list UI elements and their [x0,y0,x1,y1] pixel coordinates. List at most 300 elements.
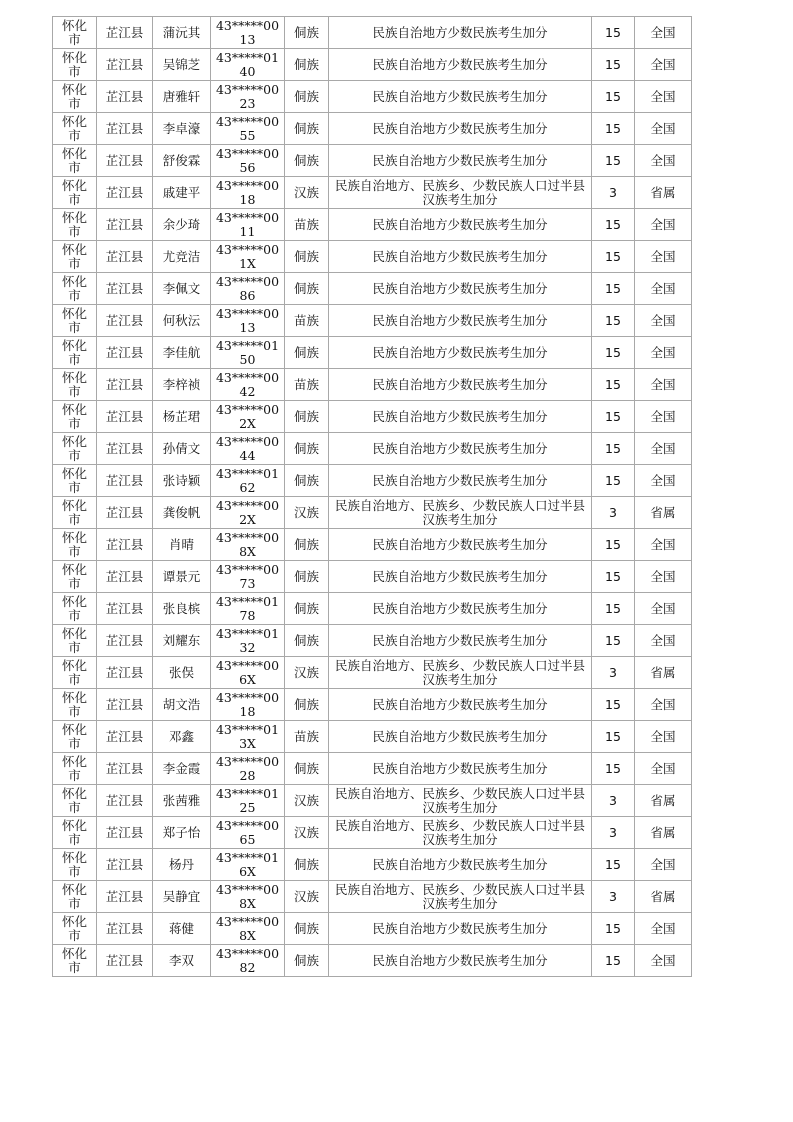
bonus-points-cell: 15 [592,49,635,81]
city-cell [53,593,97,625]
bonus-policy-cell [329,209,592,241]
applicable-scope-cell: 省属 [635,657,692,689]
table-row [53,433,692,465]
applicable-scope-cell: 全国 [635,209,692,241]
candidate-name-cell: 李佩文 [153,273,211,305]
id-number-cell-text: 43*****0011 [215,209,280,239]
ethnicity-cell: 侗族 [285,465,329,497]
candidate-name-cell: 尤竞洁 [153,241,211,273]
id-number-cell-text: 43*****0055 [215,113,280,143]
bonus-policy-cell-text: 民族自治地方少数民族考生加分 [372,536,548,552]
city-cell-text: 怀化市 [61,625,87,655]
table-row [53,945,692,977]
bonus-points-cell: 15 [592,689,635,721]
ethnicity-cell: 侗族 [285,689,329,721]
bonus-points-cell: 15 [592,401,635,433]
candidate-name-cell: 戚建平 [153,177,211,209]
candidate-name-cell: 余少琦 [153,209,211,241]
id-number-cell-text: 43*****0013 [215,17,280,47]
bonus-points-cell: 15 [592,593,635,625]
id-number-cell-text: 43*****0013 [215,305,280,335]
city-cell-text: 怀化市 [61,465,87,495]
id-number-cell [211,305,285,337]
county-cell: 芷江县 [97,529,153,561]
id-number-cell [211,145,285,177]
bonus-points-cell: 15 [592,753,635,785]
bonus-points-cell: 15 [592,369,635,401]
bonus-points-table [52,16,692,977]
bonus-policy-cell [329,753,592,785]
candidate-name-cell: 张诗颖 [153,465,211,497]
ethnicity-cell: 苗族 [285,721,329,753]
bonus-policy-cell [329,81,592,113]
county-cell: 芷江县 [97,881,153,913]
applicable-scope-cell: 省属 [635,785,692,817]
applicable-scope-cell: 全国 [635,945,692,977]
bonus-policy-cell [329,401,592,433]
city-cell-text: 怀化市 [61,49,87,79]
bonus-policy-cell [329,881,592,913]
table-row [53,561,692,593]
county-cell: 芷江县 [97,209,153,241]
bonus-points-cell: 15 [592,433,635,465]
county-cell: 芷江县 [97,113,153,145]
applicable-scope-cell: 全国 [635,689,692,721]
applicable-scope-cell: 全国 [635,913,692,945]
applicable-scope-cell: 全国 [635,433,692,465]
applicable-scope-cell: 全国 [635,753,692,785]
bonus-policy-cell-text: 民族自治地方少数民族考生加分 [372,216,548,232]
city-cell [53,657,97,689]
table-row [53,49,692,81]
ethnicity-cell: 汉族 [285,817,329,849]
candidate-name-cell: 唐雅轩 [153,81,211,113]
city-cell-text: 怀化市 [61,369,87,399]
candidate-name-cell: 何秋沄 [153,305,211,337]
id-number-cell-text: 43*****002X [215,497,280,527]
county-cell: 芷江县 [97,753,153,785]
id-number-cell [211,465,285,497]
city-cell [53,145,97,177]
table-row [53,785,692,817]
id-number-cell-text: 43*****0056 [215,145,280,175]
id-number-cell-text: 43*****0028 [215,753,280,783]
county-cell: 芷江县 [97,433,153,465]
city-cell-text: 怀化市 [61,145,87,175]
bonus-points-cell: 15 [592,273,635,305]
bonus-policy-cell-text: 民族自治地方少数民族考生加分 [372,344,548,360]
bonus-policy-cell [329,113,592,145]
id-number-cell [211,881,285,913]
id-number-cell-text: 43*****0018 [215,177,280,207]
applicable-scope-cell: 全国 [635,625,692,657]
ethnicity-cell: 侗族 [285,337,329,369]
id-number-cell [211,593,285,625]
table-row [53,721,692,753]
id-number-cell [211,497,285,529]
bonus-policy-cell-text: 民族自治地方少数民族考生加分 [372,632,548,648]
table-row [53,849,692,881]
bonus-points-cell: 3 [592,177,635,209]
candidate-name-cell: 郑子怡 [153,817,211,849]
bonus-policy-cell-text: 民族自治地方、民族乡、少数民族人口过半县汉族考生加分 [334,657,585,687]
id-number-cell [211,913,285,945]
table-row [53,401,692,433]
city-cell-text: 怀化市 [61,817,87,847]
id-number-cell [211,273,285,305]
id-number-cell-text: 43*****001X [215,241,280,271]
bonus-points-cell: 15 [592,17,635,49]
id-number-cell [211,401,285,433]
bonus-policy-cell-text: 民族自治地方、民族乡、少数民族人口过半县汉族考生加分 [334,881,585,911]
bonus-policy-cell-text: 民族自治地方少数民族考生加分 [372,600,548,616]
bonus-policy-cell-text: 民族自治地方少数民族考生加分 [372,312,548,328]
bonus-policy-cell [329,17,592,49]
city-cell-text: 怀化市 [61,81,87,111]
bonus-policy-cell [329,561,592,593]
applicable-scope-cell: 全国 [635,305,692,337]
id-number-cell [211,561,285,593]
bonus-policy-cell-text: 民族自治地方少数民族考生加分 [372,120,548,136]
county-cell: 芷江县 [97,849,153,881]
bonus-policy-cell [329,433,592,465]
bonus-policy-cell [329,785,592,817]
county-cell: 芷江县 [97,625,153,657]
ethnicity-cell: 侗族 [285,913,329,945]
county-cell: 芷江县 [97,465,153,497]
county-cell: 芷江县 [97,401,153,433]
table-row [53,913,692,945]
applicable-scope-cell: 全国 [635,369,692,401]
table-row [53,881,692,913]
ethnicity-cell: 汉族 [285,177,329,209]
county-cell: 芷江县 [97,785,153,817]
bonus-points-cell: 15 [592,465,635,497]
table-row [53,529,692,561]
table-row [53,657,692,689]
bonus-policy-cell [329,497,592,529]
bonus-policy-cell [329,465,592,497]
ethnicity-cell: 侗族 [285,113,329,145]
bonus-points-cell: 15 [592,913,635,945]
id-number-cell-text: 43*****006X [215,657,280,687]
ethnicity-cell: 侗族 [285,81,329,113]
bonus-points-cell: 15 [592,337,635,369]
ethnicity-cell: 侗族 [285,49,329,81]
ethnicity-cell: 侗族 [285,593,329,625]
bonus-points-cell: 15 [592,561,635,593]
bonus-points-cell: 3 [592,657,635,689]
city-cell-text: 怀化市 [61,273,87,303]
city-cell-text: 怀化市 [61,849,87,879]
id-number-cell-text: 43*****0042 [215,369,280,399]
city-cell-text: 怀化市 [61,881,87,911]
id-number-cell-text: 43*****0125 [215,785,280,815]
bonus-policy-cell [329,305,592,337]
county-cell: 芷江县 [97,49,153,81]
candidate-name-cell: 孙倩文 [153,433,211,465]
bonus-policy-cell-text: 民族自治地方少数民族考生加分 [372,760,548,776]
id-number-cell-text: 43*****0065 [215,817,280,847]
bonus-policy-cell [329,913,592,945]
county-cell: 芷江县 [97,369,153,401]
bonus-policy-cell [329,689,592,721]
bonus-points-cell: 15 [592,145,635,177]
candidate-name-cell: 舒俊霖 [153,145,211,177]
table-row [53,241,692,273]
applicable-scope-cell: 省属 [635,817,692,849]
applicable-scope-cell: 全国 [635,401,692,433]
ethnicity-cell: 汉族 [285,497,329,529]
city-cell [53,561,97,593]
bonus-policy-cell [329,849,592,881]
bonus-points-cell: 15 [592,113,635,145]
id-number-cell [211,209,285,241]
id-number-cell [211,625,285,657]
bonus-points-cell: 3 [592,881,635,913]
bonus-points-cell: 15 [592,241,635,273]
city-cell [53,113,97,145]
id-number-cell [211,369,285,401]
table-row [53,753,692,785]
bonus-policy-cell [329,369,592,401]
id-number-cell [211,849,285,881]
county-cell: 芷江县 [97,305,153,337]
table-row [53,369,692,401]
id-number-cell [211,433,285,465]
bonus-policy-cell-text: 民族自治地方、民族乡、少数民族人口过半县汉族考生加分 [334,785,585,815]
city-cell-text: 怀化市 [61,337,87,367]
table-row [53,497,692,529]
city-cell [53,49,97,81]
city-cell [53,465,97,497]
bonus-policy-cell-text: 民族自治地方少数民族考生加分 [372,24,548,40]
candidate-name-cell: 张俣 [153,657,211,689]
ethnicity-cell: 侗族 [285,17,329,49]
candidate-name-cell: 李金霞 [153,753,211,785]
county-cell: 芷江县 [97,177,153,209]
city-cell [53,817,97,849]
ethnicity-cell: 汉族 [285,657,329,689]
id-number-cell-text: 43*****0073 [215,561,280,591]
bonus-points-cell: 3 [592,497,635,529]
candidate-name-cell: 刘耀东 [153,625,211,657]
applicable-scope-cell: 省属 [635,881,692,913]
city-cell-text: 怀化市 [61,561,87,591]
city-cell [53,721,97,753]
bonus-policy-cell-text: 民族自治地方少数民族考生加分 [372,856,548,872]
id-number-cell [211,17,285,49]
bonus-policy-cell-text: 民族自治地方少数民族考生加分 [372,88,548,104]
id-number-cell-text: 43*****0044 [215,433,280,463]
ethnicity-cell: 苗族 [285,209,329,241]
city-cell [53,753,97,785]
bonus-policy-cell [329,593,592,625]
city-cell-text: 怀化市 [61,945,87,975]
ethnicity-cell: 侗族 [285,561,329,593]
county-cell: 芷江县 [97,945,153,977]
bonus-policy-cell-text: 民族自治地方少数民族考生加分 [372,56,548,72]
bonus-policy-cell-text: 民族自治地方、民族乡、少数民族人口过半县汉族考生加分 [334,177,585,207]
id-number-cell-text: 43*****0132 [215,625,280,655]
id-number-cell [211,721,285,753]
bonus-policy-cell-text: 民族自治地方少数民族考生加分 [372,440,548,456]
bonus-policy-cell-text: 民族自治地方少数民族考生加分 [372,280,548,296]
county-cell: 芷江县 [97,561,153,593]
bonus-points-cell: 15 [592,625,635,657]
bonus-policy-cell [329,721,592,753]
candidate-name-cell: 吴静宜 [153,881,211,913]
bonus-points-cell: 3 [592,785,635,817]
applicable-scope-cell: 全国 [635,113,692,145]
bonus-policy-cell-text: 民族自治地方少数民族考生加分 [372,472,548,488]
city-cell [53,81,97,113]
county-cell: 芷江县 [97,913,153,945]
bonus-policy-cell-text: 民族自治地方少数民族考生加分 [372,248,548,264]
county-cell: 芷江县 [97,689,153,721]
city-cell-text: 怀化市 [61,529,87,559]
bonus-points-cell: 15 [592,209,635,241]
candidate-name-cell: 杨丹 [153,849,211,881]
city-cell [53,529,97,561]
ethnicity-cell: 汉族 [285,785,329,817]
table-row [53,273,692,305]
bonus-points-cell: 15 [592,849,635,881]
bonus-policy-cell [329,177,592,209]
table-row [53,17,692,49]
ethnicity-cell: 侗族 [285,753,329,785]
bonus-policy-cell-text: 民族自治地方、民族乡、少数民族人口过半县汉族考生加分 [334,817,585,847]
bonus-policy-cell [329,945,592,977]
table-body [53,17,692,977]
county-cell: 芷江县 [97,593,153,625]
applicable-scope-cell: 全国 [635,81,692,113]
id-number-cell-text: 43*****016X [215,849,280,879]
id-number-cell-text: 43*****0023 [215,81,280,111]
id-number-cell-text: 43*****0018 [215,689,280,719]
city-cell-text: 怀化市 [61,209,87,239]
candidate-name-cell: 龚俊帆 [153,497,211,529]
city-cell-text: 怀化市 [61,657,87,687]
candidate-name-cell: 杨芷珺 [153,401,211,433]
city-cell [53,913,97,945]
applicable-scope-cell: 全国 [635,49,692,81]
bonus-policy-cell [329,273,592,305]
bonus-points-cell: 3 [592,817,635,849]
bonus-points-cell: 15 [592,305,635,337]
ethnicity-cell: 侗族 [285,945,329,977]
bonus-policy-cell [329,241,592,273]
ethnicity-cell: 汉族 [285,881,329,913]
city-cell [53,945,97,977]
city-cell [53,337,97,369]
county-cell: 芷江县 [97,241,153,273]
ethnicity-cell: 侗族 [285,273,329,305]
city-cell [53,689,97,721]
city-cell [53,625,97,657]
candidate-name-cell: 张茜雅 [153,785,211,817]
applicable-scope-cell: 全国 [635,273,692,305]
id-number-cell [211,945,285,977]
ethnicity-cell: 侗族 [285,401,329,433]
county-cell: 芷江县 [97,721,153,753]
table-row [53,337,692,369]
bonus-policy-cell [329,49,592,81]
city-cell [53,849,97,881]
county-cell: 芷江县 [97,273,153,305]
id-number-cell [211,337,285,369]
bonus-policy-cell [329,657,592,689]
table-row [53,593,692,625]
candidate-name-cell: 肖晴 [153,529,211,561]
bonus-points-cell: 15 [592,721,635,753]
bonus-policy-cell-text: 民族自治地方少数民族考生加分 [372,728,548,744]
id-number-cell-text: 43*****008X [215,529,280,559]
table-row [53,113,692,145]
city-cell [53,209,97,241]
city-cell [53,785,97,817]
city-cell-text: 怀化市 [61,17,87,47]
applicable-scope-cell: 全国 [635,17,692,49]
bonus-points-cell: 15 [592,945,635,977]
ethnicity-cell: 苗族 [285,305,329,337]
bonus-policy-cell-text: 民族自治地方少数民族考生加分 [372,376,548,392]
candidate-name-cell: 蒲沅其 [153,17,211,49]
applicable-scope-cell: 全国 [635,561,692,593]
id-number-cell [211,241,285,273]
applicable-scope-cell: 全国 [635,721,692,753]
county-cell: 芷江县 [97,657,153,689]
bonus-policy-cell-text: 民族自治地方少数民族考生加分 [372,152,548,168]
id-number-cell [211,753,285,785]
candidate-name-cell: 胡文浩 [153,689,211,721]
bonus-points-cell: 15 [592,81,635,113]
table-row [53,145,692,177]
city-cell-text: 怀化市 [61,753,87,783]
id-number-cell-text: 43*****0082 [215,945,280,975]
city-cell-text: 怀化市 [61,305,87,335]
applicable-scope-cell: 全国 [635,529,692,561]
city-cell-text: 怀化市 [61,497,87,527]
id-number-cell [211,689,285,721]
city-cell-text: 怀化市 [61,721,87,751]
id-number-cell-text: 43*****0086 [215,273,280,303]
table-row [53,209,692,241]
candidate-name-cell: 李梓祯 [153,369,211,401]
city-cell-text: 怀化市 [61,433,87,463]
id-number-cell-text: 43*****0162 [215,465,280,495]
ethnicity-cell: 侗族 [285,241,329,273]
id-number-cell-text: 43*****002X [215,401,280,431]
bonus-policy-cell-text: 民族自治地方少数民族考生加分 [372,568,548,584]
bonus-policy-cell [329,529,592,561]
bonus-points-cell: 15 [592,529,635,561]
table-row [53,177,692,209]
bonus-policy-cell [329,337,592,369]
table-row [53,625,692,657]
ethnicity-cell: 苗族 [285,369,329,401]
table-row [53,81,692,113]
city-cell [53,497,97,529]
table-row [53,305,692,337]
county-cell: 芷江县 [97,81,153,113]
county-cell: 芷江县 [97,145,153,177]
applicable-scope-cell: 全国 [635,465,692,497]
bonus-policy-cell-text: 民族自治地方、民族乡、少数民族人口过半县汉族考生加分 [334,497,585,527]
candidate-name-cell: 张良槟 [153,593,211,625]
county-cell: 芷江县 [97,17,153,49]
applicable-scope-cell: 全国 [635,849,692,881]
